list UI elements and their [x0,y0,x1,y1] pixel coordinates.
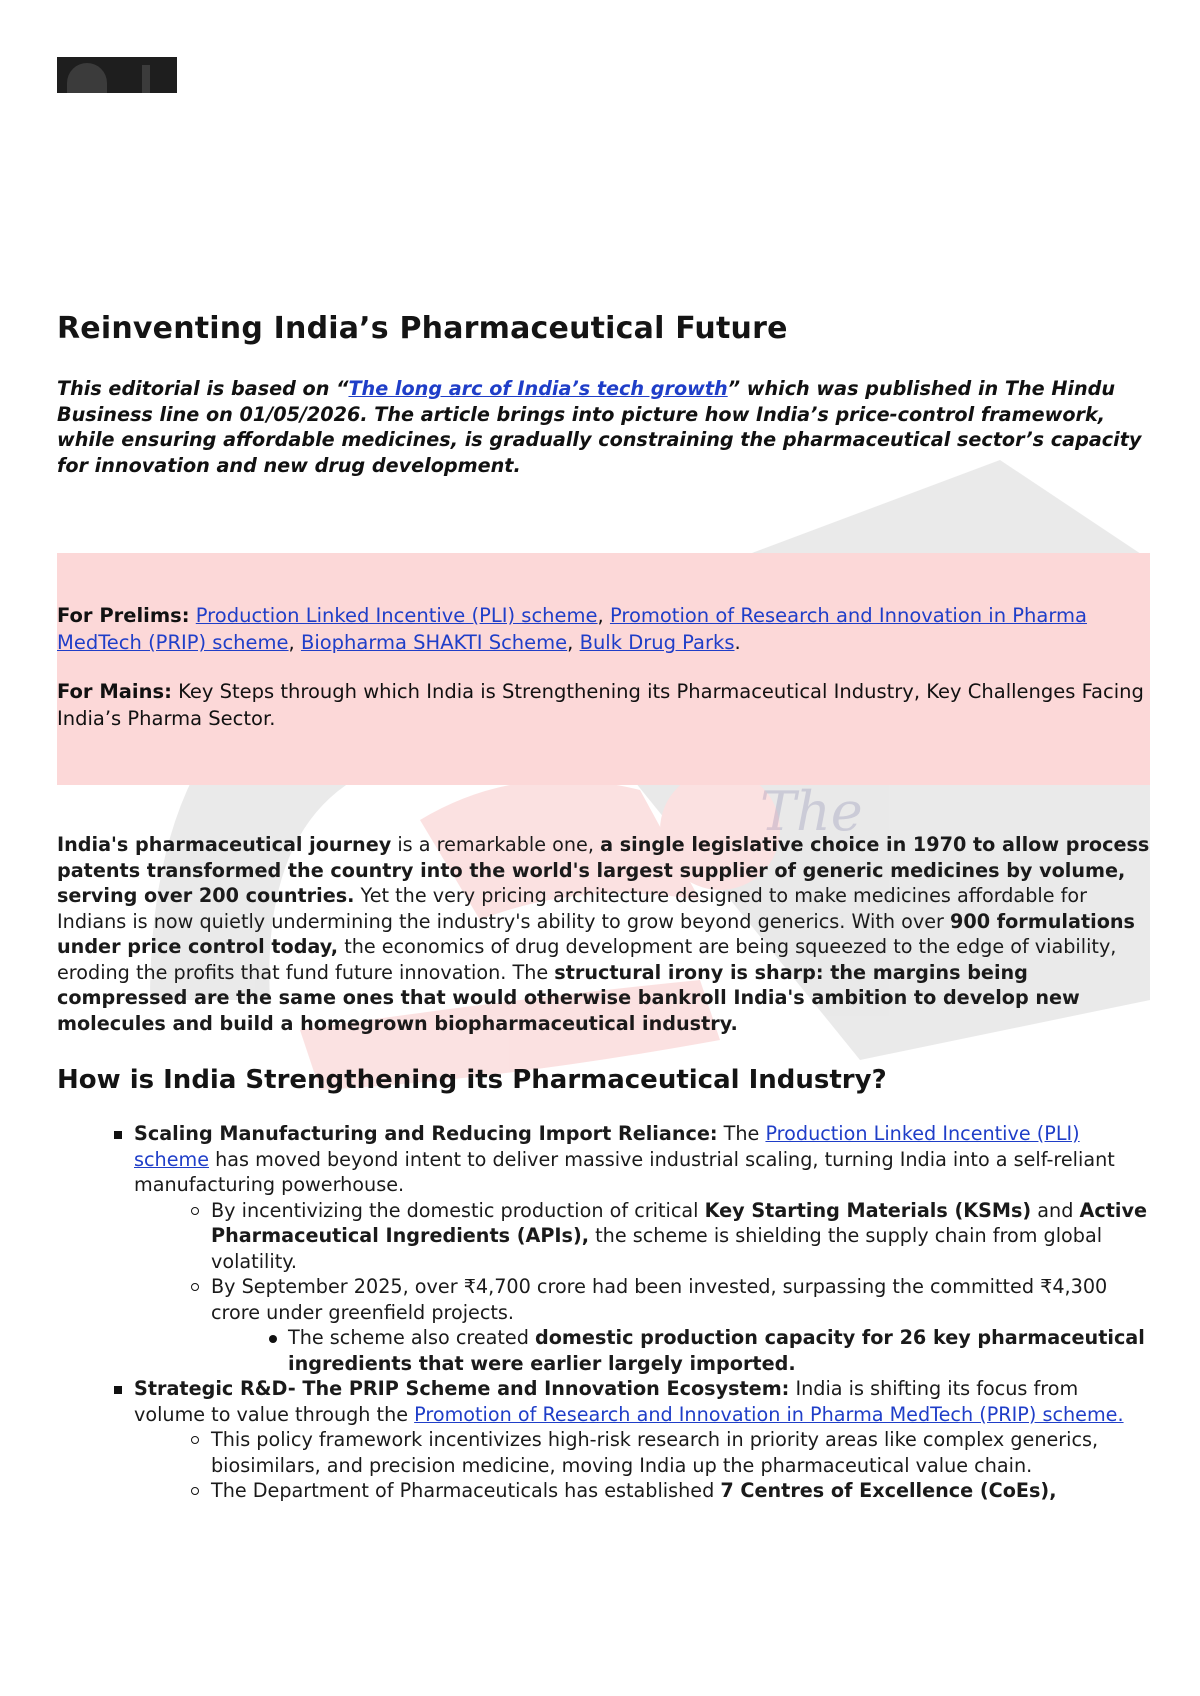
prelims-line: For Prelims: Production Linked Incentive (PLI) scheme, Promotion of Research and Innovation in Pharma MedTech (PRIP) scheme, Biopharma SHAKTI Scheme, Bulk Drug Parks. [57,604,1087,654]
list-item: This policy framework incentivizes high-risk research in priority areas like complex generics, biosimilars, and precision medicine, moving India up the pharmaceutical value chain. [57,1427,1150,1478]
prip-scheme-link[interactable]: Promotion of Research and Innovation in Pharma MedTech (PRIP) scheme [57,604,1087,654]
pli-scheme-link[interactable]: Production Linked Incentive (PLI) scheme [195,604,598,627]
biopharma-shakti-link[interactable]: Biopharma SHAKTI Scheme [300,631,568,654]
pli-scheme-inline-link[interactable]: Production Linked Incentive (PLI) scheme [134,1122,1080,1171]
list-item: Scaling Manufacturing and Reducing Import Reliance: The Production Linked Incentive (PLI) scheme has moved beyond intent to deliver massive industrial scaling, turning India into a self-reliant manufacturing powerhouse. By incentivizing the domestic production of critical Key Starting Materials (KSMs) and Active Pharmaceutical Ingredients (APIs), the scheme is shielding the supply chain from global volatility. By September 2025, over ₹4,700 crore had been invested, surpassing the committed ₹4,300 crore under greenfield projects. The scheme also created domestic production capacity for 26 key pharmaceutical ingredients that were earlier largely imported. [57,1121,1150,1376]
intro-paragraph: India's pharmaceutical journey is a remarkable one, a single legislative choice in 1970 to allow process patents transformed the country into the world's largest supplier of generic medicines by volume, serving over 200 countries. Yet the very pricing architecture designed to make medicines affordable for Indians is now quietly undermining the industry's ability to grow beyond generics. With over 900 formulations under price control today, the economics of drug development are being squeezed to the edge of viability, eroding the profits that fund future innovation. The structural irony is sharp: the margins being compressed are the same ones that would otherwise bankroll India's ambition to develop new molecules and build a homegrown biopharmaceutical industry. [57,833,1150,1035]
list-item: By September 2025, over ₹4,700 crore had been invested, surpassing the committed ₹4,300 crore under greenfield projects. The scheme also created domestic production capacity for 26 key pharmaceutical ingredients that were earlier largely imported. [57,1274,1150,1376]
source-article-link[interactable]: The long arc of India’s tech growth [348,377,728,400]
list-item: The scheme also created domestic production capacity for 26 key pharmaceutical ingredients that were earlier largely imported. [57,1325,1150,1376]
prelims-label: For Prelims: [57,604,190,627]
syllabus-box [57,553,1150,785]
list-item: The Department of Pharmaceuticals has established 7 Centres of Excellence (CoEs), [57,1478,1150,1504]
page-title: Reinventing India’s Pharmaceutical Future [57,311,788,346]
points-list [57,1121,1150,1504]
list-item: By incentivizing the domestic production of critical Key Starting Materials (KSMs) and Active Pharmaceutical Ingredients (APIs), the scheme is shielding the supply chain from global volatility. [57,1198,1150,1275]
svg-text:The: The [760,780,863,843]
editorial-intro: This editorial is based on “The long arc of India’s tech growth” which was published in The Hindu Business line on 01/05/2026. The article brings into picture how India’s price-control framework, while ensuring affordable medicines, is gradually constraining the pharmaceutical sector’s capacity for innovation and new drug development. [57,377,1142,477]
section-heading: How is India Strengthening its Pharmaceutical Industry? [57,1065,887,1095]
list-item: Strategic R&D- The PRIP Scheme and Innovation Ecosystem: India is shifting its focus from volume to value through the Promotion of Research and Innovation in Pharma MedTech (PRIP) scheme. This policy framework incentivizes high-risk research in priority areas like complex generics, biosimilars, and precision medicine, moving India up the pharmaceutical value chain. The Department of Pharmaceuticals has established 7 Centres of Excellence (CoEs), [57,1376,1150,1504]
bulk-drug-parks-link[interactable]: Bulk Drug Parks [579,631,735,654]
mains-line: For Mains: Key Steps through which India is Strengthening its Pharmaceutical Industry, Key Challenges Facing India’s Pharma Sector. [57,680,1144,730]
logo-mark [57,57,177,93]
mains-label: For Mains: [57,680,172,703]
prip-scheme-inline-link[interactable]: Promotion of Research and Innovation in Pharma MedTech (PRIP) scheme. [414,1402,1124,1426]
